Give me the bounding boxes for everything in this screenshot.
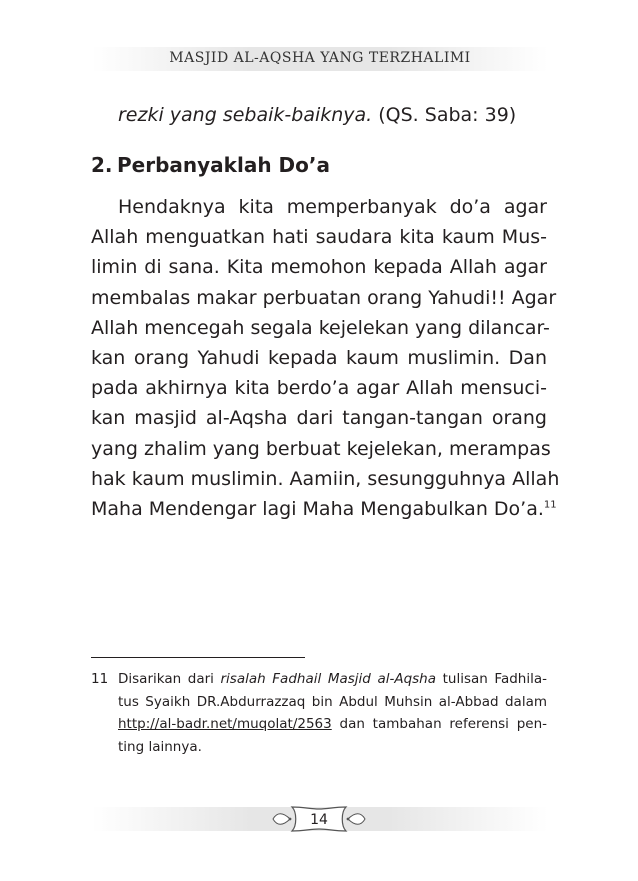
paragraph-line: Allah menguatkan hati saudara kita kaum Mus-	[91, 226, 547, 249]
footnote-number: 11	[91, 671, 109, 687]
paragraph-line: kan masjid al-Aqsha dari tangan-tangan orang	[91, 407, 547, 430]
footnote-body	[118, 668, 547, 758]
quote-line	[118, 100, 516, 130]
body-paragraph	[91, 192, 560, 524]
footnote-link[interactable]: http://al-badr.net/muqolat/2563	[118, 716, 332, 732]
footnote	[91, 668, 547, 758]
footnote-line: ting lainnya.	[118, 738, 202, 755]
paragraph-line: kan orang Yahudi kepada kaum muslimin. Dan	[91, 346, 547, 369]
paragraph-line: yang zhalim yang berbuat kejelekan, merampas	[91, 437, 551, 460]
footnote-line1-prefix: Disarikan dari	[118, 671, 221, 687]
section-number: 2.	[91, 153, 113, 177]
footnote-line: tus Syaikh DR.Abdurrazzaq bin Abdul Muhsin al-Abbad dalam	[118, 693, 547, 710]
footnote-line	[118, 713, 547, 736]
section-heading	[91, 150, 330, 180]
footnote-divider	[91, 657, 305, 658]
section-title: Perbanyaklah Do’a	[117, 153, 330, 177]
paragraph-line: Hendaknya kita memperbanyak do’a agar	[118, 196, 547, 218]
quote-italic-text: rezki yang sebaik-baiknya.	[118, 104, 373, 126]
paragraph-line: hak kaum muslimin. Aamiin, sesungguhnya Allah	[91, 467, 560, 490]
running-head: MASJID AL-AQSHA YANG TERZHALIMI	[169, 50, 471, 66]
page-number: 14	[310, 812, 328, 828]
footnote-reference[interactable]: 11	[543, 499, 557, 511]
paragraph-line: pada akhirnya kita berdo’a agar Allah mensuci-	[91, 377, 547, 400]
paragraph-line: limin di sana. Kita memohon kepada Allah agar	[91, 256, 547, 279]
footnote-line3-suffix: dan tambahan referensi pen-	[331, 716, 547, 732]
quote-citation: (QS. Saba: 39)	[372, 104, 517, 126]
footnote-line1-suffix: tulisan Fadhila-	[436, 671, 547, 687]
paragraph-line: Allah mencegah segala kejelekan yang dilancar-	[91, 316, 550, 339]
paragraph-last-line	[91, 494, 557, 524]
footnote-source-title: risalah Fadhail Masjid al-Aqsha	[220, 671, 437, 687]
paragraph-line: membalas makar perbuatan orang Yahudi!! Agar	[91, 286, 557, 309]
footnote-line	[118, 668, 547, 691]
paragraph-line-text: Maha Mendengar lagi Maha Mengabulkan Do’a.	[91, 497, 544, 520]
